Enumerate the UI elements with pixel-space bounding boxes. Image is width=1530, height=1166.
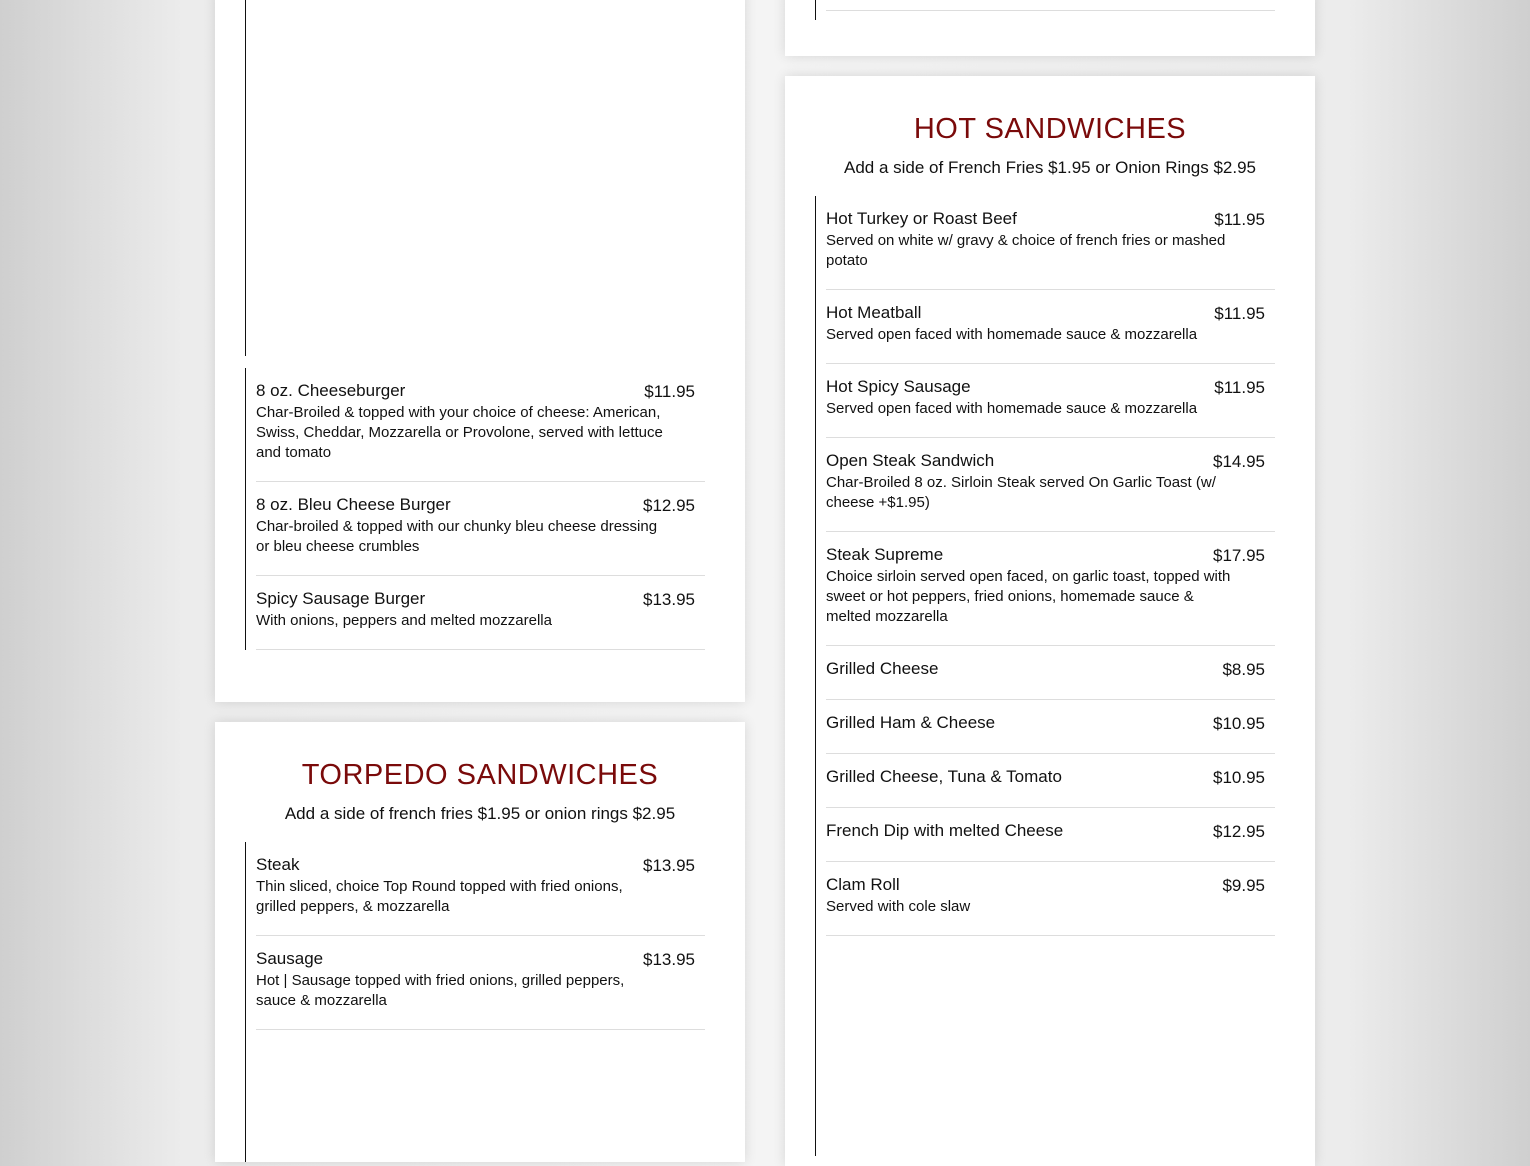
menu-item (826, 196, 1275, 290)
item-price: $13.95 (643, 950, 695, 969)
item-price: $10.95 (1213, 714, 1265, 733)
menu-item (826, 532, 1275, 646)
item-price: $12.95 (1213, 822, 1265, 841)
item-name: Steak Supreme (826, 545, 944, 564)
item-description: Hot | Sausage topped with fried onions, grilled peppers, sauce & mozzarella (256, 972, 625, 1009)
item-description: Choice sirloin served open faced, on garlic toast, topped with sweet or hot peppers, fried onions, homemade sauce & melted mozzarella (826, 568, 1231, 625)
item-price: $11.95 (644, 382, 695, 401)
burgers-list (245, 0, 716, 356)
item-description: Served open faced with homemade sauce & mozzarella (826, 400, 1198, 417)
menu-item (826, 862, 1275, 936)
burgers-items (245, 368, 716, 650)
item-description: Served open faced with homemade sauce & mozzarella (826, 326, 1198, 343)
item-description: Thin sliced, choice Top Round topped with fried onions, grilled peppers, & mozzarella (256, 878, 623, 915)
menu-item (826, 290, 1275, 364)
menu-item (256, 936, 705, 1030)
menu-item (256, 482, 705, 576)
item-name: 8 oz. Cheeseburger (256, 381, 406, 400)
item-name: Hot Spicy Sausage (826, 377, 971, 396)
item-price: $17.95 (1213, 546, 1265, 565)
item-name: 8 oz. Bleu Cheese Burger (256, 495, 451, 514)
item-price: $11.95 (1214, 210, 1265, 229)
hot-items (815, 196, 1286, 1156)
item-name: Hot Meatball (826, 303, 922, 322)
item-description: Char-broiled & topped with our chunky bleu cheese dressing or bleu cheese crumbles (256, 518, 658, 555)
section-title: HOT SANDWICHES (913, 113, 1187, 145)
item-description: Char-Broiled & topped with your choice of cheese: American, Swiss, Cheddar, Mozzarella or Provolone, served with lettuce and tomato (256, 404, 663, 461)
item-price: $11.95 (1214, 378, 1265, 397)
menu-item (256, 842, 705, 936)
item-price: $14.95 (1213, 452, 1265, 471)
item-name: Open Steak Sandwich (826, 451, 995, 470)
section-subtitle: Add a side of french fries $1.95 or onion rings $2.95 (284, 804, 676, 823)
hot-sandwiches-card (785, 76, 1315, 1166)
item-description: Char-Broiled 8 oz. Sirloin Steak served On Garlic Toast (w/ cheese +$1.95) (826, 474, 1216, 511)
section-title: TORPEDO SANDWICHES (301, 759, 659, 791)
menu-item (826, 364, 1275, 438)
menu-item (826, 754, 1275, 808)
item-name: Spicy Sausage Burger (256, 589, 426, 608)
torpedo-items (245, 842, 716, 1162)
item-description: Served with cole slaw (826, 898, 971, 915)
item-name: French Dip with melted Cheese (826, 821, 1064, 840)
previous-list-end (815, 0, 1286, 20)
item-name: Hot Turkey or Roast Beef (826, 209, 1017, 228)
menu-item (256, 576, 705, 650)
item-name: Grilled Ham & Cheese (826, 713, 996, 732)
menu-item (826, 438, 1275, 532)
menu-item (826, 808, 1275, 862)
item-price: $9.95 (1222, 876, 1265, 895)
section-subtitle: Add a side of French Fries $1.95 or Onion Rings $2.95 (843, 158, 1256, 177)
burgers-card (215, 0, 745, 702)
item-name: Clam Roll (826, 875, 900, 894)
item-name: Steak (256, 855, 300, 874)
item-name: Sausage (256, 949, 324, 968)
item-price: $13.95 (643, 856, 695, 875)
menu-item (826, 646, 1275, 700)
previous-section-card (785, 0, 1315, 56)
item-price: $13.95 (643, 590, 695, 609)
torpedo-card (215, 722, 745, 1162)
item-name: Grilled Cheese, Tuna & Tomato (826, 767, 1062, 786)
item-name: Grilled Cheese (826, 659, 939, 678)
item-description: With onions, peppers and melted mozzarella (256, 612, 552, 629)
item-price: $8.95 (1222, 660, 1265, 679)
menu-item (256, 368, 705, 482)
item-price: $12.95 (643, 496, 695, 515)
item-price: $11.95 (1214, 304, 1265, 323)
menu-item (826, 700, 1275, 754)
item-price: $10.95 (1213, 768, 1265, 787)
item-description: Served on white w/ gravy & choice of french fries or mashed potato (826, 232, 1226, 269)
